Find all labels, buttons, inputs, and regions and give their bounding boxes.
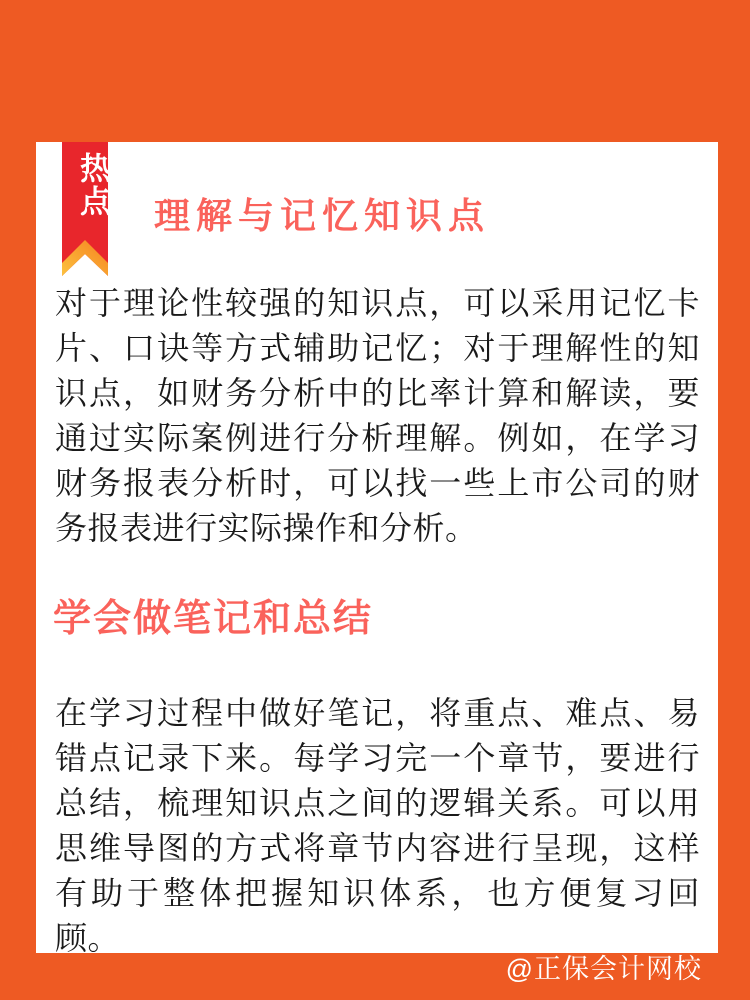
section-1-heading: 理解与记忆知识点	[154, 195, 491, 236]
hot-topic-ribbon	[62, 142, 108, 276]
section-2-heading: 学会做笔记和总结	[53, 598, 374, 640]
section-2-body: 在学习过程中做好笔记，将重点、难点、易错点记录下来。每学习完一个章节，要进行总结，梳理知识点之间的逻辑关系。可以用思维导图的方式将章节内容进行呈现，这样有助于整体把握知识体系，也方便复习回顾。	[55, 695, 700, 956]
content-card	[36, 142, 718, 956]
ribbon-label: 热点	[75, 152, 110, 218]
section-1-body: 对于理论性较强的知识点，可以采用记忆卡片、口诀等方式辅助记忆；对于理解性的知识点，如财务分析中的比率计算和解读，要通过实际案例进行分析理解。例如，在学习财务报表分析时，可以找一些上市公司的财务报表进行实际操作和分析。	[55, 285, 700, 546]
watermark-brand: @正保会计网校	[505, 954, 702, 984]
